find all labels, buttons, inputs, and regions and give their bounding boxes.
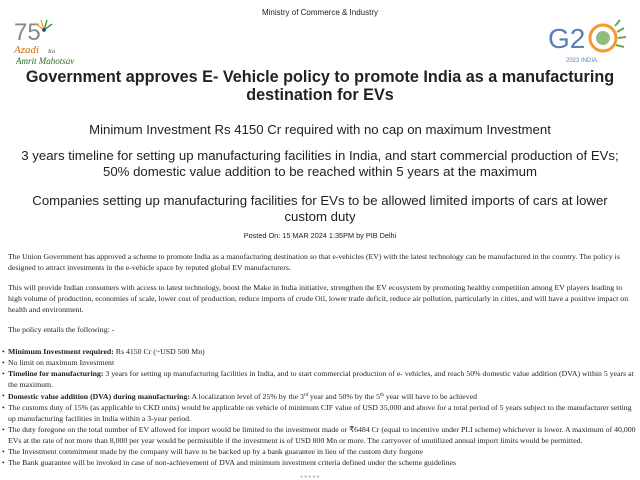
- subheading-timeline: 3 years timeline for setting up manufacturing facilities in India, and start commercial production of EVs; 50% domestic value addition to be reached within 5 years at the maximum: [21, 148, 619, 179]
- superscript: th: [379, 393, 384, 398]
- paragraph: The policy entails the following: -: [8, 325, 115, 334]
- list-item: [8, 402, 636, 424]
- list-item: [8, 346, 636, 357]
- paragraph: The Union Government has approved a scheme to promote India as a manufacturing destination so that e-vehicles (EV) with the latest technology can be manufactured in the country. The policy is designed to attract investments in the e-vehicle space by reputed global EV manufacturers.: [8, 252, 620, 272]
- g20-logo: [548, 18, 634, 68]
- list-item: [8, 446, 636, 457]
- list-item: [8, 368, 636, 390]
- list-item-text: 3 years for setting up manufacturing facilities in India, and to start commercial production of e- vehicles, and reach 50% domestic value addition (DVA) within 5 years at the maximum.: [8, 369, 634, 389]
- list-item-text: No limit on maximum Investment: [8, 358, 115, 367]
- list-item: [8, 390, 636, 402]
- azadi-ka-amrit-mahotsav-logo: [10, 16, 120, 68]
- g20-sub: 2023 INDIA: [566, 58, 598, 64]
- ministry-name: Ministry of Commerce & Industry: [261, 8, 379, 17]
- article-body: [8, 251, 636, 468]
- footer-separator: *****: [300, 474, 321, 480]
- logo-ka: Ka: [48, 49, 56, 55]
- list-item-text: The Bank guarantee will be invoked in case of non-achievement of DVA and minimum investment criteria defined under the scheme guidelines: [8, 458, 457, 467]
- list-item-text: The customs duty of 15% (as applicable to CKD units) would be applicable on vehicle of minimum CIF value of USD 35,000 and above for a total period of 5 years subject to the manufacturer setting up manufacturing facilities in India within a 3-year period.: [8, 403, 632, 423]
- list-item-text: The duty foregone on the total number of EV allowed for import would be limited to the investment made or ₹6484 Cr (equal to incentive under PLI scheme) whichever is lower. A maximum of 40,000 EVs at the rate of not more than 8,000 per year would be permissible if the investment is of USD 800 Mn or more. The carryover of unutilized annual import limits would be permitted.: [8, 425, 636, 445]
- list-item-text: year will have to be achieved: [383, 392, 477, 401]
- logo-amrit-mahotsav: Amrit Mahotsav: [16, 56, 75, 66]
- logo-azadi: Azadi: [14, 44, 40, 56]
- list-item-text: The Investment commitment made by the company will have to be backed up by a bank guarantee in lieu of the custom duty forgone: [8, 447, 423, 456]
- posted-on: Posted On: 15 MAR 2024 1:35PM by PIB Delhi: [243, 231, 397, 240]
- list-item-text: year and 50% by the 5: [308, 392, 380, 401]
- list-item: [8, 424, 636, 446]
- subheading-investment: Minimum Investment Rs 4150 Cr required with no cap on maximum Investment: [89, 122, 551, 137]
- list-item: [8, 457, 636, 468]
- logo-number: 75: [14, 19, 41, 46]
- paragraph: This will provide Indian consumers with access to latest technology, boost the Make in India initiative, strengthen the EV ecosystem by promoting healthy competition among EV players leading to high volume of production, economies of scale, lower cost of production, reduce imports of crude Oil, lower trade deficit, reduce air pollution, particularly in cities, and will have a positive impact on health and environment.: [8, 283, 629, 314]
- headline: Government approves E- Vehicle policy to promote India as a manufacturing destination for EVs: [25, 68, 615, 104]
- list-item-text: A localization level of 25% by the 3: [190, 392, 304, 401]
- superscript: rd: [303, 393, 309, 398]
- list-item-label: Domestic value addition (DVA) during manufacturing:: [8, 392, 191, 401]
- list-item-label: Minimum Investment required:: [8, 347, 114, 356]
- policy-list: [8, 346, 636, 468]
- logo-g2-text: G2: [548, 23, 586, 54]
- subheading-imports: Companies setting up manufacturing facilities for EVs to be allowed limited imports of cars at lower custom duty: [32, 193, 608, 224]
- list-item-label: Timeline for manufacturing:: [8, 369, 104, 378]
- list-item: [8, 357, 636, 368]
- list-item-text: Rs 4150 Cr (~USD 500 Mn): [113, 347, 205, 356]
